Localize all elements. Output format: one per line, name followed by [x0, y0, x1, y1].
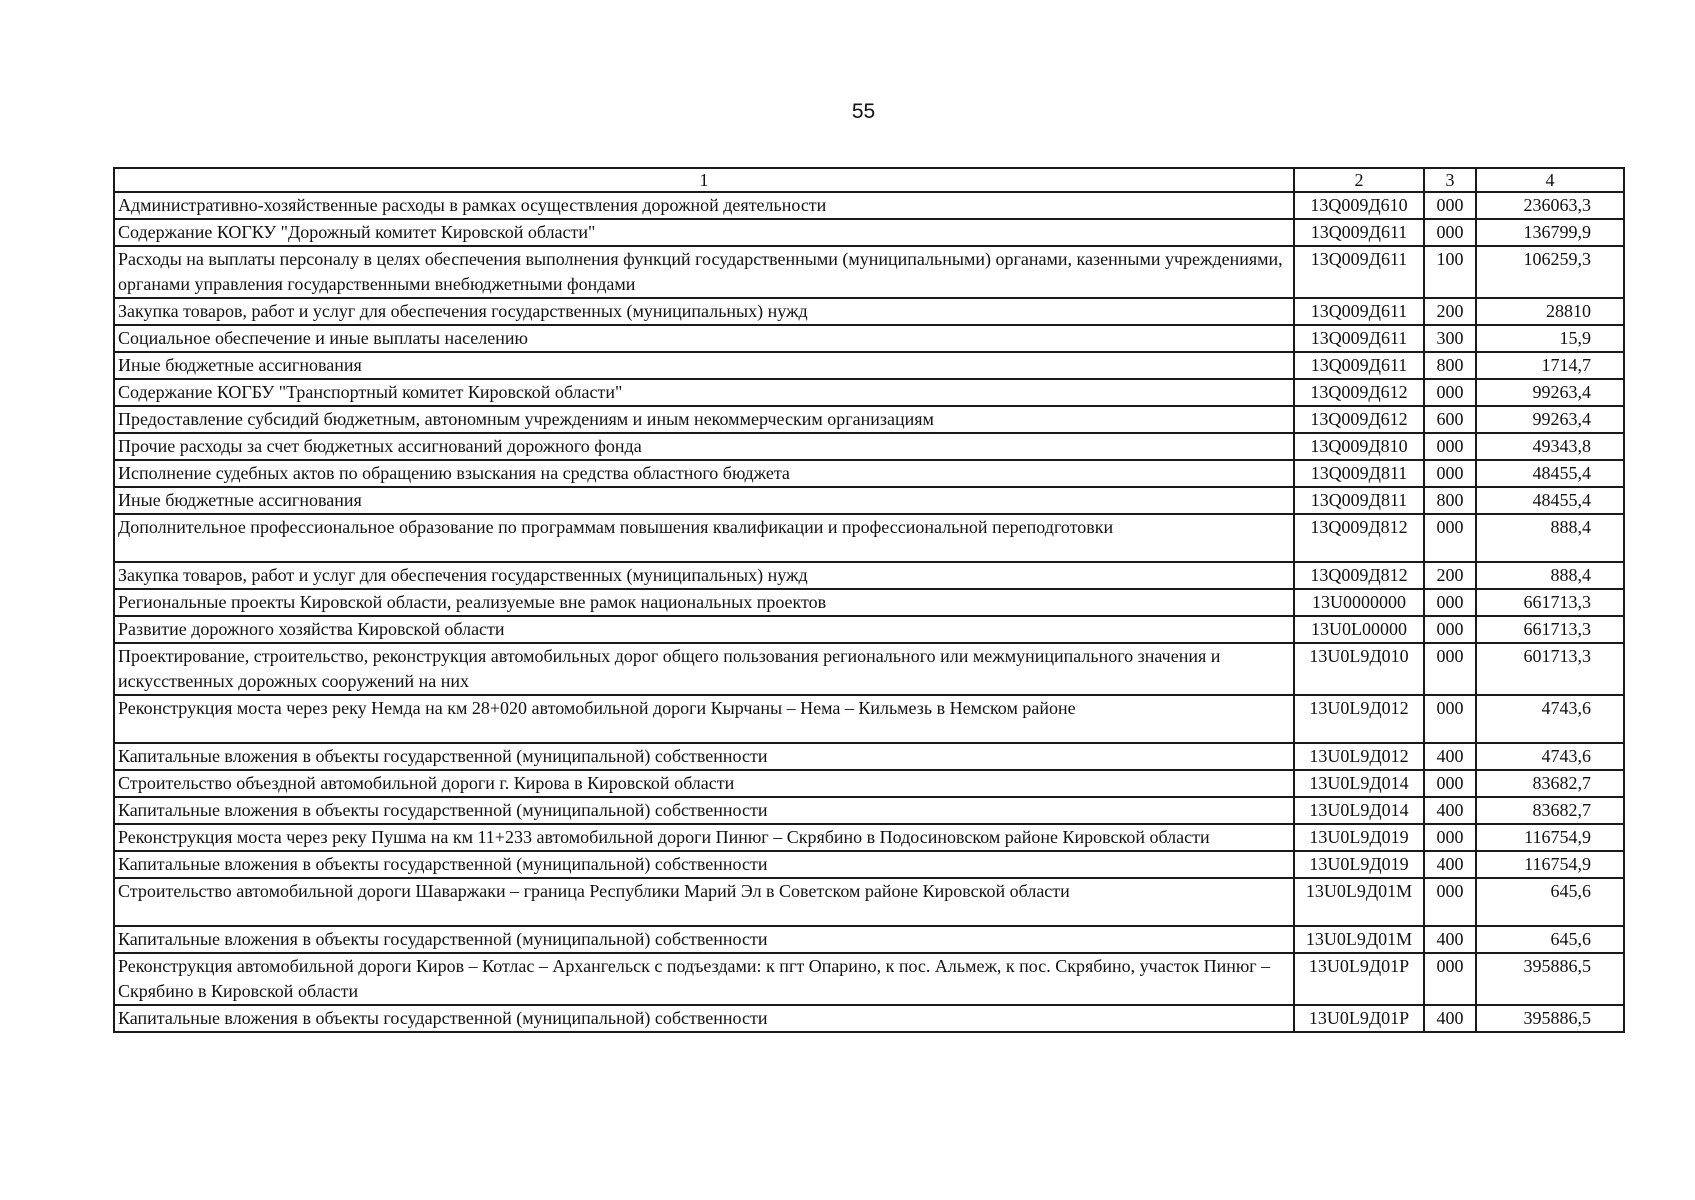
row-name-cell: Закупка товаров, работ и услуг для обеспечения государственных (муниципальных) нужд [114, 562, 1294, 589]
row-name-cell: Проектирование, строительство, реконструкция автомобильных дорог общего пользования регионального или межмуниципального значения и искусственных дорожных сооружений на них [114, 643, 1294, 695]
row-code-cell: 13Q009Д611 [1294, 298, 1424, 325]
table-row [114, 219, 1624, 246]
row-sum-cell: 116754,9 [1476, 851, 1624, 878]
table-row [114, 325, 1624, 352]
table-row [114, 379, 1624, 406]
row-name-cell: Региональные проекты Кировской области, реализуемые вне рамок национальных проектов [114, 589, 1294, 616]
row-code-cell: 13U0L9Д012 [1294, 695, 1424, 743]
row-type-cell: 000 [1424, 616, 1476, 643]
row-sum-cell: 136799,9 [1476, 219, 1624, 246]
row-code-cell: 13U0L00000 [1294, 616, 1424, 643]
row-name-cell: Реконструкция автомобильной дороги Киров – Котлас – Архангельск с подъездами: к пгт Опарино, к пос. Альмеж, к пос. Скрябино, участок Пинюг – Скрябино в Кировской области [114, 953, 1294, 1005]
row-type-cell: 600 [1424, 406, 1476, 433]
row-type-cell: 800 [1424, 487, 1476, 514]
row-code-cell: 13Q009Д611 [1294, 219, 1424, 246]
row-name-cell: Социальное обеспечение и иные выплаты населению [114, 325, 1294, 352]
table-row [114, 851, 1624, 878]
row-code-cell: 13U0000000 [1294, 589, 1424, 616]
row-code-cell: 13U0L9Д012 [1294, 743, 1424, 770]
table-row [114, 878, 1624, 926]
row-name-cell: Капитальные вложения в объекты государственной (муниципальной) собственности [114, 797, 1294, 824]
row-name-cell: Реконструкция моста через реку Пушма на км 11+233 автомобильной дороги Пинюг – Скрябино в Подосиновском районе Кировской области [114, 824, 1294, 851]
row-name-cell: Развитие дорожного хозяйства Кировской области [114, 616, 1294, 643]
row-sum-cell: 888,4 [1476, 514, 1624, 562]
table-row [114, 616, 1624, 643]
row-type-cell: 000 [1424, 460, 1476, 487]
row-sum-cell: 395886,5 [1476, 1005, 1624, 1032]
row-sum-cell: 99263,4 [1476, 379, 1624, 406]
row-type-cell: 000 [1424, 589, 1476, 616]
row-type-cell: 000 [1424, 192, 1476, 219]
table-row [114, 589, 1624, 616]
row-code-cell: 13U0L9Д01М [1294, 878, 1424, 926]
row-type-cell: 000 [1424, 643, 1476, 695]
row-type-cell: 000 [1424, 219, 1476, 246]
row-type-cell: 000 [1424, 878, 1476, 926]
row-name-cell: Реконструкция моста через реку Немда на км 28+020 автомобильной дороги Кырчаны – Нема – Кильмезь в Немском районе [114, 695, 1294, 743]
row-code-cell: 13Q009Д611 [1294, 352, 1424, 379]
row-type-cell: 000 [1424, 953, 1476, 1005]
row-code-cell: 13Q009Д812 [1294, 562, 1424, 589]
row-sum-cell: 48455,4 [1476, 487, 1624, 514]
row-type-cell: 400 [1424, 926, 1476, 953]
row-code-cell: 13U0L9Д014 [1294, 770, 1424, 797]
table-row [114, 643, 1624, 695]
table-header-row [114, 168, 1624, 192]
row-sum-cell: 106259,3 [1476, 246, 1624, 298]
table-row [114, 352, 1624, 379]
budget-table [113, 167, 1625, 1033]
row-sum-cell: 661713,3 [1476, 589, 1624, 616]
row-sum-cell: 645,6 [1476, 926, 1624, 953]
row-sum-cell: 236063,3 [1476, 192, 1624, 219]
row-name-cell: Строительство объездной автомобильной дороги г. Кирова в Кировской области [114, 770, 1294, 797]
row-type-cell: 000 [1424, 824, 1476, 851]
column-header-type: 3 [1424, 168, 1476, 192]
row-sum-cell: 645,6 [1476, 878, 1624, 926]
row-code-cell: 13Q009Д610 [1294, 192, 1424, 219]
table-body [114, 192, 1624, 1032]
row-type-cell: 400 [1424, 797, 1476, 824]
table-row [114, 926, 1624, 953]
row-type-cell: 000 [1424, 379, 1476, 406]
table-row [114, 562, 1624, 589]
row-name-cell: Дополнительное профессиональное образование по программам повышения квалификации и профессиональной переподготовки [114, 514, 1294, 562]
row-name-cell: Строительство автомобильной дороги Шаваржаки – граница Республики Марий Эл в Советском районе Кировской области [114, 878, 1294, 926]
row-code-cell: 13Q009Д611 [1294, 246, 1424, 298]
row-code-cell: 13U0L9Д01М [1294, 926, 1424, 953]
row-name-cell: Исполнение судебных актов по обращению взыскания на средства областного бюджета [114, 460, 1294, 487]
row-type-cell: 000 [1424, 433, 1476, 460]
row-code-cell: 13U0L9Д01Р [1294, 1005, 1424, 1032]
row-sum-cell: 15,9 [1476, 325, 1624, 352]
row-type-cell: 000 [1424, 770, 1476, 797]
row-sum-cell: 661713,3 [1476, 616, 1624, 643]
table-row [114, 460, 1624, 487]
row-name-cell: Закупка товаров, работ и услуг для обеспечения государственных (муниципальных) нужд [114, 298, 1294, 325]
table-row [114, 433, 1624, 460]
table-row [114, 1005, 1624, 1032]
table-row [114, 192, 1624, 219]
row-sum-cell: 48455,4 [1476, 460, 1624, 487]
column-header-name: 1 [114, 168, 1294, 192]
row-code-cell: 13Q009Д611 [1294, 325, 1424, 352]
row-type-cell: 800 [1424, 352, 1476, 379]
row-sum-cell: 888,4 [1476, 562, 1624, 589]
row-code-cell: 13U0L9Д01Р [1294, 953, 1424, 1005]
row-name-cell: Капитальные вложения в объекты государственной (муниципальной) собственности [114, 926, 1294, 953]
row-sum-cell: 395886,5 [1476, 953, 1624, 1005]
row-name-cell: Содержание КОГКУ "Дорожный комитет Кировской области" [114, 219, 1294, 246]
row-name-cell: Капитальные вложения в объекты государственной (муниципальной) собственности [114, 743, 1294, 770]
row-sum-cell: 1714,7 [1476, 352, 1624, 379]
row-sum-cell: 99263,4 [1476, 406, 1624, 433]
row-sum-cell: 116754,9 [1476, 824, 1624, 851]
row-code-cell: 13Q009Д812 [1294, 514, 1424, 562]
row-sum-cell: 49343,8 [1476, 433, 1624, 460]
row-name-cell: Административно-хозяйственные расходы в рамках осуществления дорожной деятельности [114, 192, 1294, 219]
table-row [114, 743, 1624, 770]
row-name-cell: Предоставление субсидий бюджетным, автономным учреждениям и иным некоммерческим организациям [114, 406, 1294, 433]
column-header-sum: 4 [1476, 168, 1624, 192]
table-row [114, 770, 1624, 797]
row-type-cell: 000 [1424, 514, 1476, 562]
table-row [114, 953, 1624, 1005]
table-row [114, 514, 1624, 562]
table-row [114, 487, 1624, 514]
column-header-code: 2 [1294, 168, 1424, 192]
row-code-cell: 13Q009Д612 [1294, 379, 1424, 406]
row-name-cell: Иные бюджетные ассигнования [114, 352, 1294, 379]
table-row [114, 246, 1624, 298]
row-type-cell: 100 [1424, 246, 1476, 298]
row-name-cell: Капитальные вложения в объекты государственной (муниципальной) собственности [114, 1005, 1294, 1032]
table-row [114, 797, 1624, 824]
row-type-cell: 200 [1424, 562, 1476, 589]
table-row [114, 298, 1624, 325]
row-type-cell: 000 [1424, 695, 1476, 743]
row-name-cell: Расходы на выплаты персоналу в целях обеспечения выполнения функций государственными (муниципальными) органами, казенными учреждениями, органами управления государственными внебюджетными фондами [114, 246, 1294, 298]
row-type-cell: 400 [1424, 851, 1476, 878]
row-name-cell: Содержание КОГБУ "Транспортный комитет Кировской области" [114, 379, 1294, 406]
table-row [114, 824, 1624, 851]
row-code-cell: 13U0L9Д019 [1294, 824, 1424, 851]
row-sum-cell: 83682,7 [1476, 797, 1624, 824]
row-type-cell: 400 [1424, 1005, 1476, 1032]
row-code-cell: 13Q009Д810 [1294, 433, 1424, 460]
row-sum-cell: 83682,7 [1476, 770, 1624, 797]
row-sum-cell: 4743,6 [1476, 743, 1624, 770]
row-type-cell: 400 [1424, 743, 1476, 770]
row-code-cell: 13Q009Д811 [1294, 487, 1424, 514]
row-type-cell: 300 [1424, 325, 1476, 352]
row-name-cell: Иные бюджетные ассигнования [114, 487, 1294, 514]
row-name-cell: Прочие расходы за счет бюджетных ассигнований дорожного фонда [114, 433, 1294, 460]
table-row [114, 695, 1624, 743]
row-name-cell: Капитальные вложения в объекты государственной (муниципальной) собственности [114, 851, 1294, 878]
table-row [114, 406, 1624, 433]
row-sum-cell: 28810 [1476, 298, 1624, 325]
page-number: 55 [851, 100, 876, 123]
row-sum-cell: 601713,3 [1476, 643, 1624, 695]
row-code-cell: 13Q009Д811 [1294, 460, 1424, 487]
row-code-cell: 13Q009Д612 [1294, 406, 1424, 433]
row-code-cell: 13U0L9Д014 [1294, 797, 1424, 824]
row-type-cell: 200 [1424, 298, 1476, 325]
row-code-cell: 13U0L9Д019 [1294, 851, 1424, 878]
row-sum-cell: 4743,6 [1476, 695, 1624, 743]
row-code-cell: 13U0L9Д010 [1294, 643, 1424, 695]
